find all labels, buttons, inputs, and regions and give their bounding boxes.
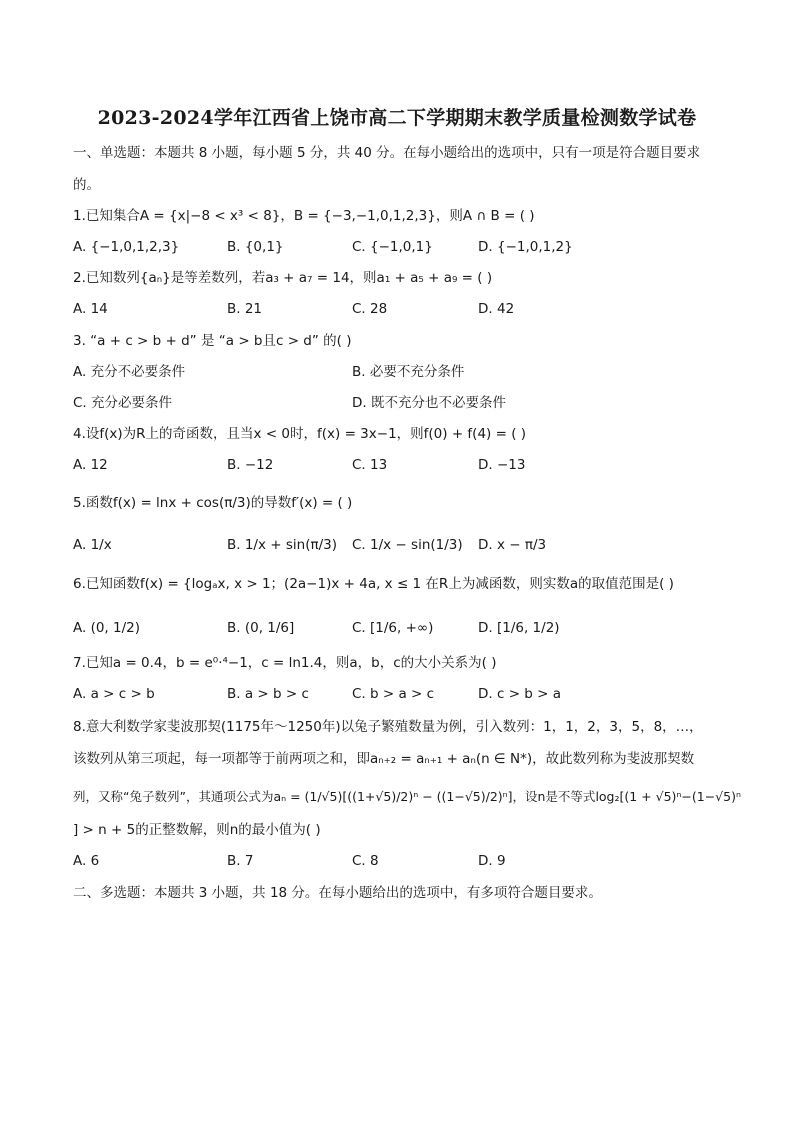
question-8-stem-line4: ] > n + 5的正整数解，则n的最小值为( ) xyxy=(73,822,321,838)
question-2-option-d: D. 42 xyxy=(478,301,515,317)
question-7-option-c: C. b > a > c xyxy=(352,686,435,702)
question-8-option-c: C. 8 xyxy=(352,853,379,869)
question-3-stem: 3. “a + c > b + d” 是 “a > b且c > d” 的( ) xyxy=(73,333,352,349)
question-1-option-a: A. {−1,0,1,2,3} xyxy=(73,239,180,255)
question-6-option-a: A. (0, 1/2) xyxy=(73,620,141,636)
exam-title: 2023-2024学年江西省上饶市高二下学期期末教学质量检测数学试卷 xyxy=(97,107,697,129)
question-8-option-a: A. 6 xyxy=(73,853,100,869)
question-7-option-d: D. c > b > a xyxy=(478,686,562,702)
question-1-option-b: B. {0,1} xyxy=(227,239,284,255)
question-5-option-b: B. 1/x + sin(π/3) xyxy=(227,537,338,553)
question-2-option-c: C. 28 xyxy=(352,301,388,317)
question-4-option-a: A. 12 xyxy=(73,457,108,473)
section2-instruction: 二、多选题：本题共 3 小题，共 18 分。在每小题给出的选项中，有多项符合题目要求。 xyxy=(73,885,602,901)
question-3-option-b: B. 必要不充分条件 xyxy=(352,364,465,380)
question-5-option-a: A. 1/x xyxy=(73,537,112,553)
section1-instruction-line2: 的。 xyxy=(73,177,100,193)
question-7-option-b: B. a > b > c xyxy=(227,686,309,702)
question-4-option-c: C. 13 xyxy=(352,457,388,473)
question-4-option-d: D. −13 xyxy=(478,457,526,473)
question-7-stem: 7.已知a = 0.4，b = e⁰·⁴−1，c = ln1.4，则a，b，c的大小关系为( ) xyxy=(73,655,497,671)
question-8-option-b: B. 7 xyxy=(227,853,254,869)
question-7-option-a: A. a > c > b xyxy=(73,686,155,702)
question-4-stem: 4.设f(x)为R上的奇函数，且当x < 0时，f(x) = 3x−1，则f(0) + f(4) = ( ) xyxy=(73,426,527,442)
question-8-stem-line2: 该数列从第三项起，每一项都等于前两项之和，即aₙ₊₂ = aₙ₊₁ + aₙ(n ∈ N*)，故此数列称为斐波那契数 xyxy=(73,751,695,767)
question-4-option-b: B. −12 xyxy=(227,457,274,473)
question-6-option-d: D. [1/6, 1/2) xyxy=(478,620,560,636)
question-5-stem: 5.函数f(x) = lnx + cos(π/3)的导数f′(x) = ( ) xyxy=(73,495,353,511)
question-6-stem: 6.已知函数f(x) = {logₐx, x > 1；(2a−1)x + 4a, x ≤ 1 在R上为减函数，则实数a的取值范围是( ) xyxy=(73,576,674,592)
question-2-option-b: B. 21 xyxy=(227,301,263,317)
question-6-option-b: B. (0, 1/6] xyxy=(227,620,295,636)
question-8-stem-line3: 列，又称“兔子数列”，其通项公式为aₙ = (1/√5)[((1+√5)/2)ⁿ − ((1−√5)/2)ⁿ]，设n是不等式log₂[(1 + √5)ⁿ−(1−√5)ⁿ xyxy=(73,789,741,804)
question-1-option-c: C. {−1,0,1} xyxy=(352,239,433,255)
question-1-stem: 1.已知集合A = {x|−8 < x³ < 8}，B = {−3,−1,0,1,2,3}，则A ∩ B = ( ) xyxy=(73,208,535,224)
question-2-stem: 2.已知数列{aₙ}是等差数列，若a₃ + a₇ = 14，则a₁ + a₅ + a₉ = ( ) xyxy=(73,270,493,286)
question-5-option-c: C. 1/x − sin(1/3) xyxy=(352,537,463,553)
question-1-option-d: D. {−1,0,1,2} xyxy=(478,239,573,255)
section1-instruction-line1: 一、单选题：本题共 8 小题，每小题 5 分，共 40 分。在每小题给出的选项中，只有一项是符合题目要求 xyxy=(73,145,701,161)
question-3-option-a: A. 充分不必要条件 xyxy=(73,364,186,380)
question-6-option-c: C. [1/6, +∞) xyxy=(352,620,434,636)
question-3-option-d: D. 既不充分也不必要条件 xyxy=(352,395,506,411)
question-2-option-a: A. 14 xyxy=(73,301,108,317)
question-8-option-d: D. 9 xyxy=(478,853,506,869)
question-8-stem-line1: 8.意大利数学家斐波那契(1175年～1250年)以兔子繁殖数量为例，引入数列：1，1，2，3，5，8，…， xyxy=(73,719,703,735)
question-3-option-c: C. 充分必要条件 xyxy=(73,395,173,411)
question-5-option-d: D. x − π/3 xyxy=(478,537,547,553)
